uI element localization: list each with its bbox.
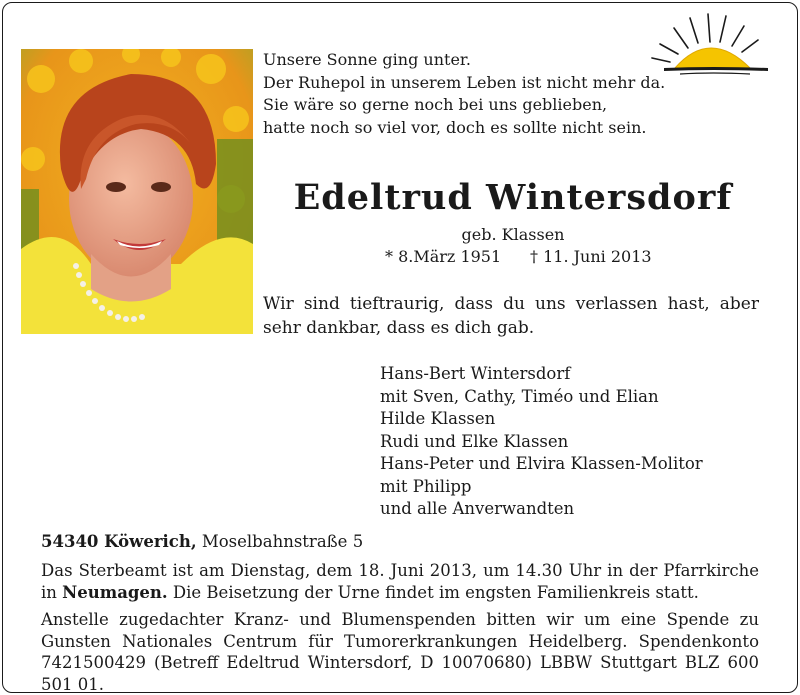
donation-note: Anstelle zugedachter Kranz- und Blumenspenden bitten wir um eine Spende zu Gunsten Nationales Centrum für Tumorerkrankungen Heidelberg. Spendenkonto 7421500429 (Betreff Edeltrud Wintersdorf, D 10070680) LBBW Stuttgart BLZ 600 501 01. [41, 610, 759, 694]
mourner-line: Hans-Bert Wintersdorf [380, 364, 571, 383]
setting-sun-icon [650, 10, 772, 78]
maiden-name: geb. Klassen [461, 225, 565, 244]
service-text-1: Das Sterbeamt ist am Dienstag, dem 18. Juni 2013, um 14.30 Uhr in der Pfarrkirche in [41, 561, 759, 602]
poem-line: Sie wäre so gerne noch bei uns geblieben, [263, 95, 608, 114]
mourner-line: Hilde Klassen [380, 409, 496, 428]
portrait-image [21, 49, 253, 334]
death-date: † 11. Juni 2013 [530, 247, 652, 266]
poem-line: Unsere Sonne ging unter. [263, 50, 471, 69]
mourner-line: mit Sven, Cathy, Timéo und Elian [380, 386, 659, 406]
service-info [41, 560, 759, 603]
poem-line: Der Ruhepol in unserem Leben ist nicht mehr da. [263, 72, 666, 92]
address [41, 532, 363, 551]
poem [263, 49, 665, 139]
birth-date: * 8.März 1951 [385, 247, 502, 266]
service-text-2: Die Beisetzung der Urne findet im engsten Familienkreis statt. [167, 582, 699, 602]
portrait-photo [21, 49, 253, 334]
mourners-list [380, 363, 703, 521]
deceased-name: Edeltrud Wintersdorf [293, 177, 733, 218]
service-place: Neumagen. [62, 582, 168, 602]
farewell-text: Wir sind tieftraurig, dass du uns verlassen hast, aber sehr dankbar, dass es dich gab. [263, 294, 759, 338]
mourner-line: mit Philipp [380, 476, 472, 496]
mourner-line: Hans-Peter und Elvira Klassen-Molitor [380, 454, 703, 473]
mourner-line: und alle Anverwandten [380, 499, 575, 518]
mourner-line: Rudi und Elke Klassen [380, 431, 569, 451]
address-street: Moselbahnstraße 5 [201, 532, 364, 551]
address-place: 54340 Köwerich, [41, 532, 197, 551]
poem-line: hatte noch so viel vor, doch es sollte nicht sein. [263, 117, 647, 137]
